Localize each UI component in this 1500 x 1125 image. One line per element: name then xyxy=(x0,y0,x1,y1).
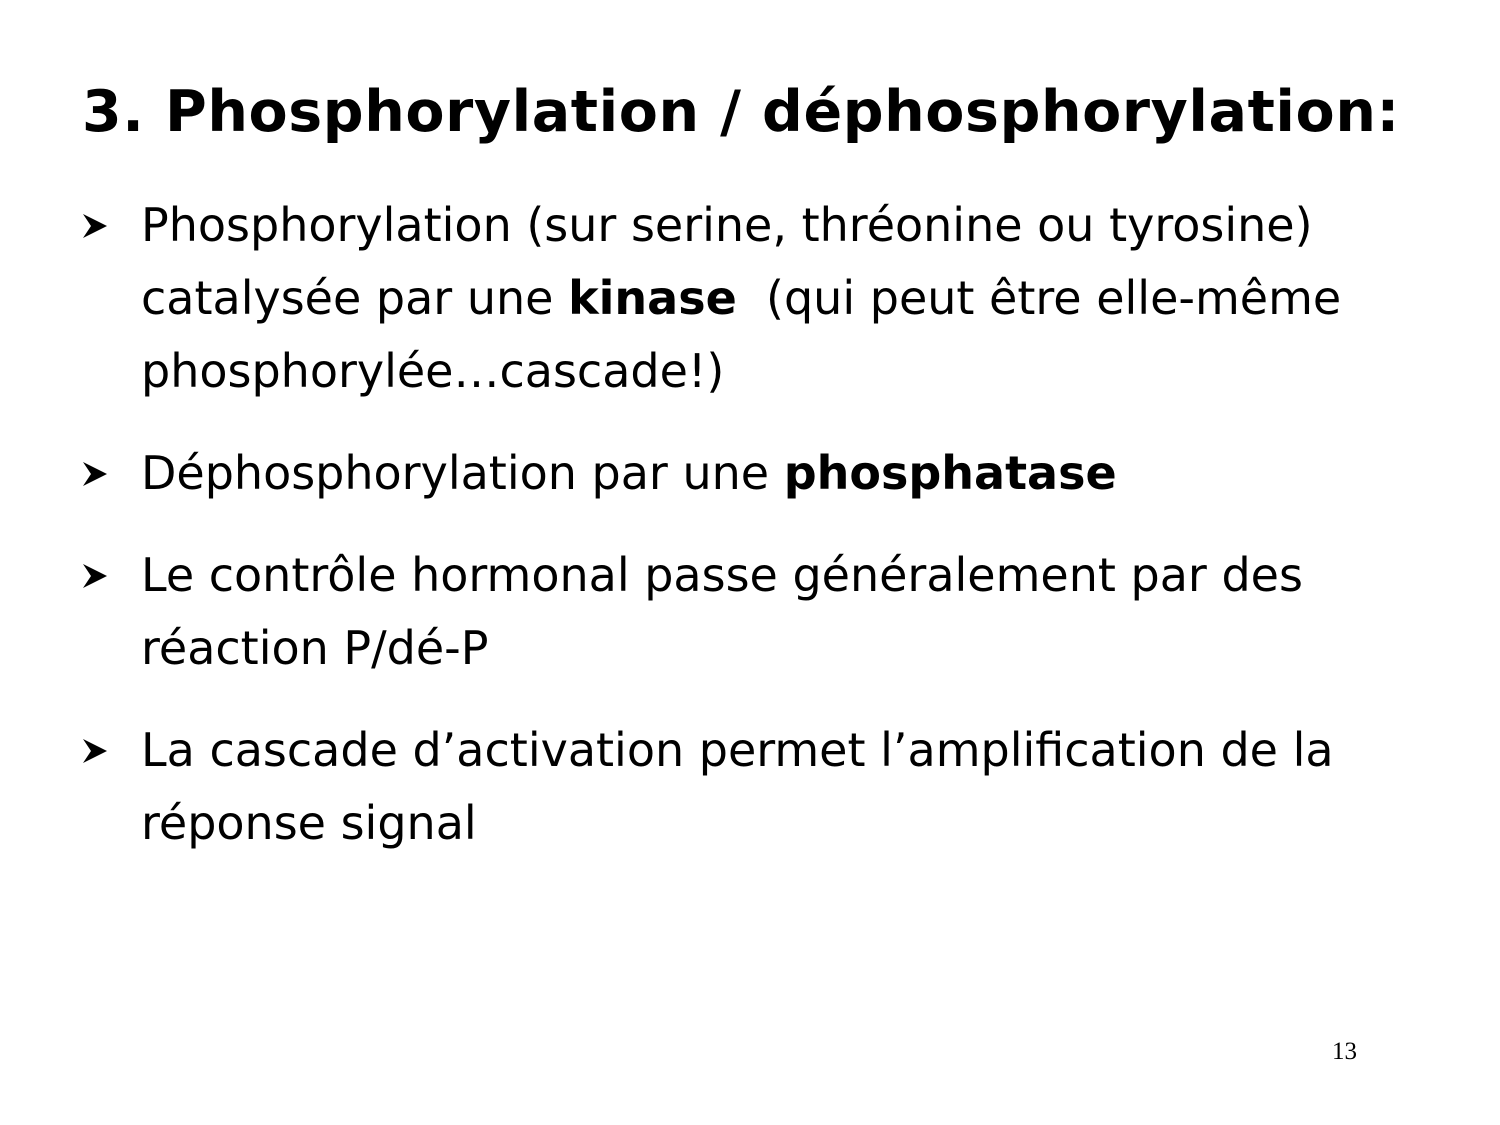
bullet-list xyxy=(82,189,1442,889)
bullet-text-part: Le contrôle hormonal passe généralement par des réaction P/dé-P xyxy=(141,548,1303,675)
arrowhead-bullet-icon xyxy=(82,714,122,787)
bullet-text-part: La cascade d’activation permet l’amplification de la réponse signal xyxy=(141,723,1334,850)
slide-title: 3. Phosphorylation / déphosphorylation: xyxy=(82,79,1400,145)
bullet-item xyxy=(82,714,1442,860)
bullet-text-part: Déphosphorylation par une xyxy=(141,446,784,500)
arrowhead-bullet-icon xyxy=(82,437,122,510)
bullet-item xyxy=(82,539,1442,685)
arrowhead-bullet-icon xyxy=(82,539,122,612)
page-number: 13 xyxy=(1332,1038,1357,1065)
arrowhead-bullet-icon xyxy=(82,189,122,262)
bullet-text-part: (qui peut être elle-même phosphorylée…cascade!) xyxy=(141,271,1356,398)
bullet-text-part: Phosphorylation (sur serine, thréonine ou tyrosine) catalysée par une xyxy=(141,198,1313,325)
bullet-text xyxy=(141,437,1442,510)
bullet-text xyxy=(141,189,1442,408)
bullet-item xyxy=(82,189,1442,408)
bullet-keyword-kinase: kinase xyxy=(568,271,737,325)
bullet-item xyxy=(82,437,1442,510)
bullet-text xyxy=(141,714,1442,860)
bullet-text xyxy=(141,539,1442,685)
bullet-keyword-phosphatase: phosphatase xyxy=(783,446,1117,500)
